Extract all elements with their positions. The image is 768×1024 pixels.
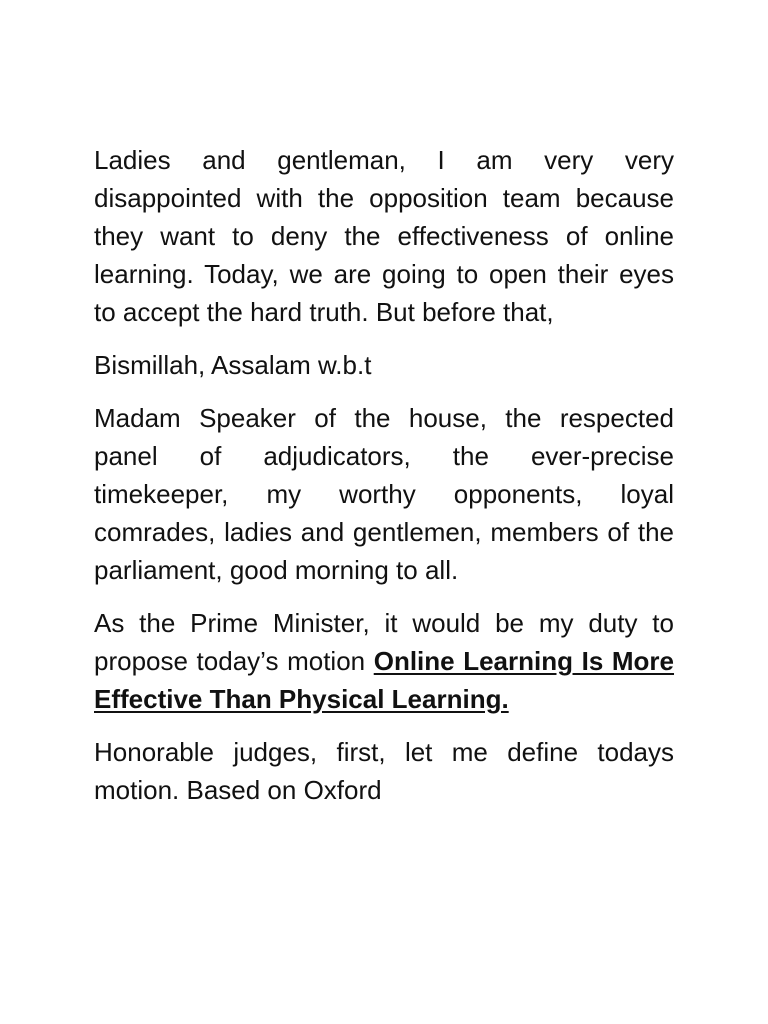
motion-title: Online Learning Is More Effective Than Physical Learning. — [94, 646, 675, 714]
paragraph-definition: Honorable judges, first, let me define todays motion. Based on Oxford — [94, 737, 674, 805]
paragraph-opening: Ladies and gentleman, I am very very disappointed with the opposition team because they want to deny the effectiveness of online learning. Today, we are going to open their eyes to accept the hard truth. But before that, — [94, 145, 674, 327]
paragraph-motion — [94, 604, 674, 718]
document-body — [94, 141, 674, 824]
paragraph-greeting: Bismillah, Assalam w.b.t — [94, 350, 372, 380]
motion-intro: As the Prime Minister, it would be my duty to propose today’s motion — [94, 608, 674, 676]
paragraph-salutation: Madam Speaker of the house, the respected panel of adjudicators, the ever-precise timekeeper, my worthy opponents, loyal comrades, ladies and gentlemen, members of the parliament, good morning to all. — [94, 403, 674, 585]
